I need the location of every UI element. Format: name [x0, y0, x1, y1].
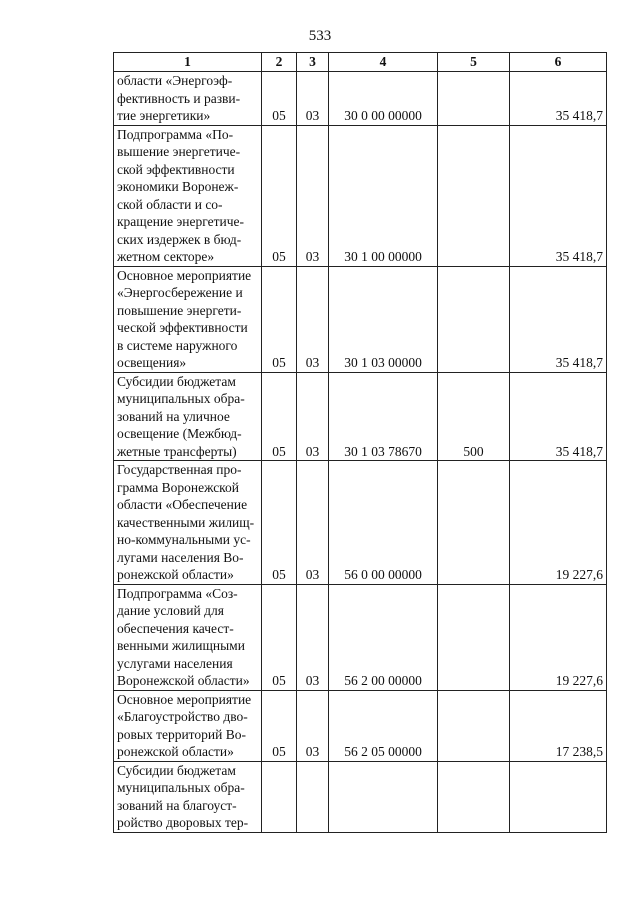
row-expense-type-cell: [438, 461, 510, 585]
row-subsection-cell: [297, 761, 329, 832]
table-row: [114, 72, 607, 126]
row-amount-cell: [510, 761, 607, 832]
row-amount-cell: 17 238,5: [510, 690, 607, 761]
row-target-article-cell: 30 1 03 78670: [329, 372, 438, 461]
row-subsection-cell: 03: [297, 125, 329, 266]
header-cell-1: 1: [114, 53, 262, 72]
budget-table: [113, 52, 607, 833]
row-target-article-cell: 30 1 03 00000: [329, 266, 438, 372]
table-row: [114, 125, 607, 266]
row-amount-cell: 19 227,6: [510, 584, 607, 690]
row-name-cell: Субсидии бюджетам муниципальных обра- зований на уличное освещение (Межбюд- жетные трансферты): [114, 372, 262, 461]
row-expense-type-cell: 500: [438, 372, 510, 461]
row-section-cell: 05: [262, 690, 297, 761]
row-name-cell: Субсидии бюджетам муниципальных обра- зований на благоуст- ройство дворовых тер-: [114, 761, 262, 832]
header-cell-3: 3: [297, 53, 329, 72]
table-row: [114, 266, 607, 372]
table-row: [114, 461, 607, 585]
header-cell-2: 2: [262, 53, 297, 72]
table-row: [114, 761, 607, 832]
row-name-cell: области «Энергоэф- фективность и разви- тие энергетики»: [114, 72, 262, 126]
row-name-cell: Подпрограмма «По- вышение энергетиче- ской эффективности экономики Воронеж- ской области и со- кращение энергетиче- ских издержек в бюд- жетном секторе»: [114, 125, 262, 266]
row-section-cell: 05: [262, 372, 297, 461]
row-target-article-cell: 56 0 00 00000: [329, 461, 438, 585]
row-section-cell: 05: [262, 72, 297, 126]
row-target-article-cell: [329, 761, 438, 832]
row-amount-cell: 35 418,7: [510, 266, 607, 372]
row-target-article-cell: 30 0 00 00000: [329, 72, 438, 126]
header-row: [114, 53, 607, 72]
header-cell-6: 6: [510, 53, 607, 72]
page-number: 533: [308, 28, 332, 44]
row-expense-type-cell: [438, 125, 510, 266]
header-cell-5: 5: [438, 53, 510, 72]
table-row: [114, 372, 607, 461]
row-section-cell: 05: [262, 461, 297, 585]
row-expense-type-cell: [438, 72, 510, 126]
row-section-cell: 05: [262, 266, 297, 372]
header-cell-4: 4: [329, 53, 438, 72]
row-target-article-cell: 30 1 00 00000: [329, 125, 438, 266]
table-body: [114, 72, 607, 833]
row-subsection-cell: 03: [297, 372, 329, 461]
row-name-cell: Основное мероприятие «Благоустройство дво- ровых территорий Во- ронежской области»: [114, 690, 262, 761]
row-expense-type-cell: [438, 266, 510, 372]
row-expense-type-cell: [438, 690, 510, 761]
row-target-article-cell: 56 2 00 00000: [329, 584, 438, 690]
row-subsection-cell: 03: [297, 690, 329, 761]
table-row: [114, 690, 607, 761]
row-expense-type-cell: [438, 761, 510, 832]
row-name-cell: Государственная про- грамма Воронежской области «Обеспечение качественными жилищ- но-коммунальными ус- лугами населения Во- ронежской области»: [114, 461, 262, 585]
row-expense-type-cell: [438, 584, 510, 690]
row-target-article-cell: 56 2 05 00000: [329, 690, 438, 761]
row-name-cell: Подпрограмма «Соз- дание условий для обеспечения качест- венными жилищными услугами населения Воронежской области»: [114, 584, 262, 690]
table-row: [114, 584, 607, 690]
row-subsection-cell: 03: [297, 461, 329, 585]
row-name-cell: Основное мероприятие «Энергосбережение и повышение энергети- ческой эффективности в системе наружного освещения»: [114, 266, 262, 372]
row-section-cell: [262, 761, 297, 832]
row-amount-cell: 19 227,6: [510, 461, 607, 585]
row-section-cell: 05: [262, 584, 297, 690]
row-amount-cell: 35 418,7: [510, 372, 607, 461]
row-subsection-cell: 03: [297, 584, 329, 690]
row-subsection-cell: 03: [297, 72, 329, 126]
row-section-cell: 05: [262, 125, 297, 266]
row-amount-cell: 35 418,7: [510, 72, 607, 126]
row-subsection-cell: 03: [297, 266, 329, 372]
row-amount-cell: 35 418,7: [510, 125, 607, 266]
